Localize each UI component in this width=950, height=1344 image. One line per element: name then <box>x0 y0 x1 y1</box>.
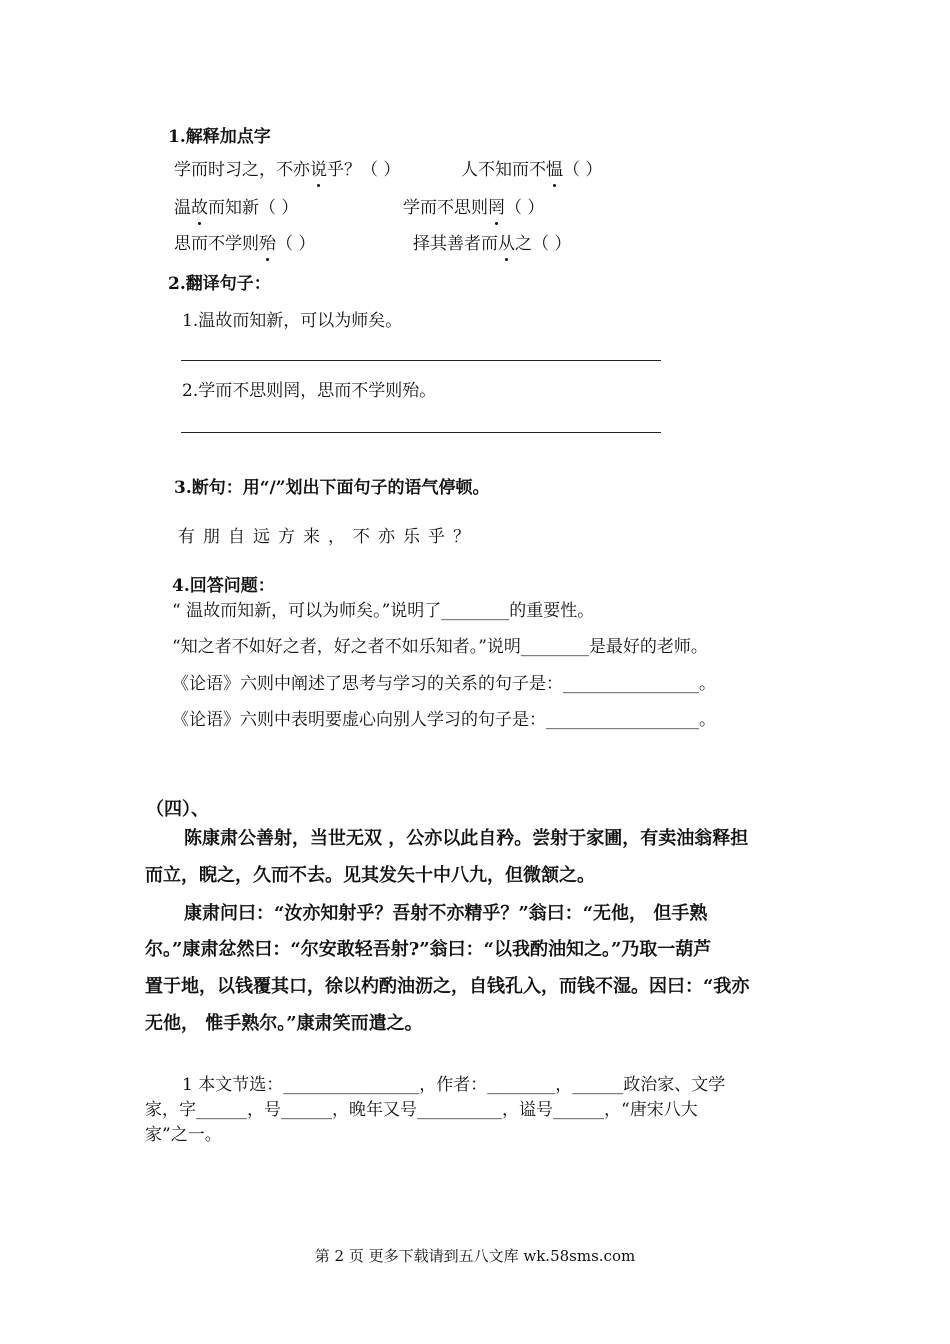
q4-title: 4.回答问题： <box>172 576 275 596</box>
q4-line-3: 《论语》六则中阐述了思考与学习的关系的句子是：________________。 <box>172 674 716 694</box>
q1-title: 1.解释加点字 <box>168 127 271 147</box>
dotted-char: 故 <box>191 198 208 218</box>
q1-item: 择其善者而从之（ ） <box>413 234 572 254</box>
q4-line-4: 《论语》六则中表明要虚心向别人学习的句子是：__________________。 <box>172 710 716 730</box>
q1-item: 学而不思则罔（ ） <box>403 198 545 218</box>
q2-sentence-1: 1.温故而知新，可以为师矣。 <box>182 311 403 331</box>
q2-sentence-2: 2.学而不思则罔，思而不学则殆。 <box>182 381 437 401</box>
answer-line[interactable] <box>181 432 661 433</box>
dotted-char: 罔 <box>488 198 505 218</box>
part4-question-line: 家”之一。 <box>145 1125 222 1145</box>
dotted-char: 说 <box>310 160 327 180</box>
page-footer: 第 2 页 更多下载请到五八文库 wk.58sms.com <box>314 1247 636 1265</box>
q3-sentence: 有朋自远方来，不亦乐乎？ <box>178 527 478 547</box>
passage-line: 康肃问曰：“汝亦知射乎？吾射不亦精乎？”翁曰：“无他， 但手熟 <box>184 903 708 924</box>
passage-line: 陈康肃公善射，当世无双 ，公亦以此自矜。尝射于家圃，有卖油翁释担 <box>184 828 749 849</box>
q1-item: 人不知而不愠（ ） <box>461 160 603 180</box>
dotted-char: 殆 <box>259 234 276 254</box>
q4-line-2: “知之者不如好之者，好之者不如乐知者。”说明________是最好的老师。 <box>172 637 708 657</box>
q1-item: 学而时习之，不亦说乎？（ ） <box>174 160 401 180</box>
passage-line: 无他， 惟手熟尔。”康肃笑而遣之。 <box>145 1013 423 1034</box>
part4-question-line: 家，字______，号______，晚年又号__________，谥号______，“唐宋八大 <box>145 1100 698 1120</box>
dotted-char: 愠 <box>546 160 563 180</box>
passage-line: 尔。”康肃忿然曰：“尔安敢轻吾射?”翁曰：“以我酌油知之。”乃取一葫芦 <box>145 939 712 960</box>
passage-line: 置于地，以钱覆其口，徐以杓酌油沥之，自钱孔入，而钱不湿。因曰：“我亦 <box>145 976 750 997</box>
part4-question-line: 1 本文节选：________________，作者：________，______政治家、文学 <box>182 1075 726 1095</box>
q1-item: 思而不学则殆（ ） <box>174 234 316 254</box>
q1-item: 温故而知新（ ） <box>174 198 299 218</box>
passage-line: 而立，睨之，久而不去。见其发矢十中八九，但微颔之。 <box>145 865 595 886</box>
q3-title: 3.断句：用“/”划出下面句子的语气停顿。 <box>174 478 490 498</box>
dotted-char: 从 <box>498 234 515 254</box>
part4-label: （四）、 <box>146 799 209 820</box>
q4-line-1: “ 温故而知新，可以为师矣。”说明了________的重要性。 <box>172 601 595 621</box>
answer-line[interactable] <box>181 360 661 361</box>
q2-title: 2.翻译句子： <box>168 274 271 294</box>
